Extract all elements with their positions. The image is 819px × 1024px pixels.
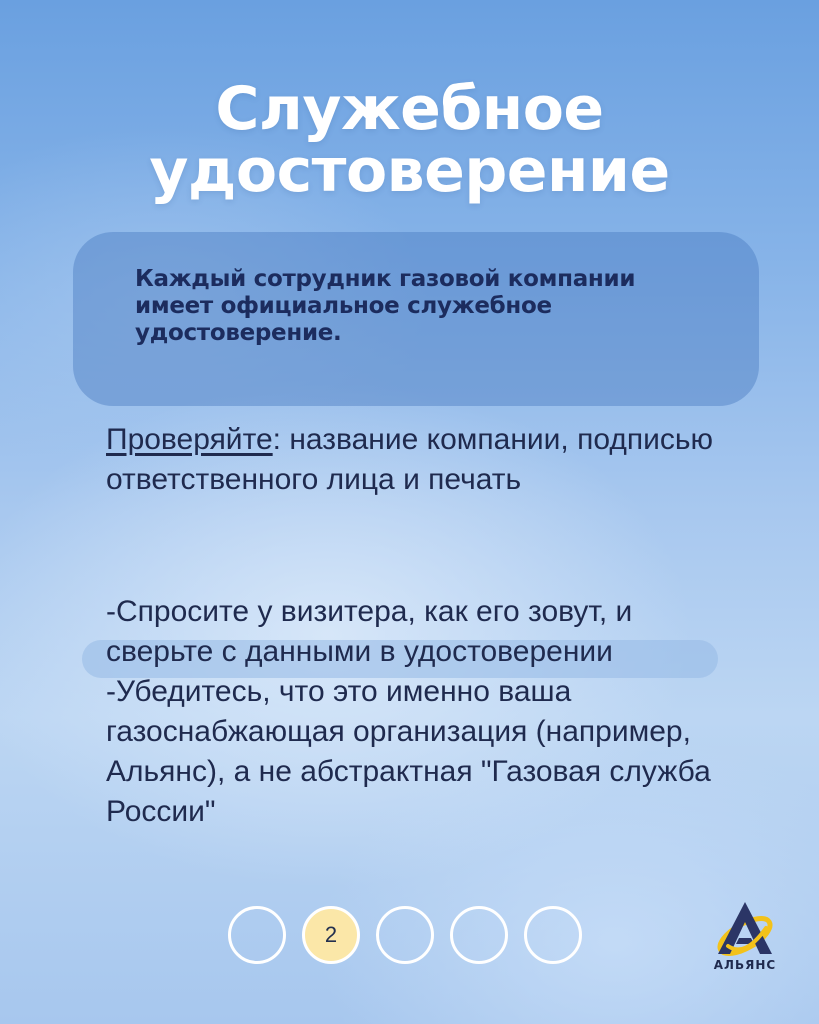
title-line-2: удостоверение	[149, 136, 670, 206]
slide-title	[0, 74, 819, 206]
check-text: : название компании, подписью ответственного лица и печать	[106, 423, 713, 496]
check-label: Проверяйте	[106, 423, 273, 456]
check-paragraph	[106, 420, 726, 500]
info-card-text: Каждый сотрудник газовой компании имеет официальное служебное удостоверение.	[135, 266, 636, 346]
page-dot-3[interactable]	[376, 906, 434, 964]
page-dot-4[interactable]	[450, 906, 508, 964]
pagination	[228, 906, 582, 964]
title-line-1: Служебное	[215, 74, 604, 144]
tip-1-line-1: -Спросите у визитера, как его зовут, и	[106, 595, 633, 628]
tips-block	[106, 592, 746, 832]
page-dot-1[interactable]	[228, 906, 286, 964]
page-dot-2-current[interactable]: 2	[302, 906, 360, 964]
page-dot-5[interactable]	[524, 906, 582, 964]
brand-name: АЛЬЯНС	[713, 958, 777, 972]
tip-2: -Убедитесь, что это именно ваша газоснабжающая организация (например, Альянс), а не абстрактная "Газовая служба России"	[106, 675, 711, 828]
tip-1-line-2: сверьте с данными в удостоверении	[106, 635, 613, 668]
